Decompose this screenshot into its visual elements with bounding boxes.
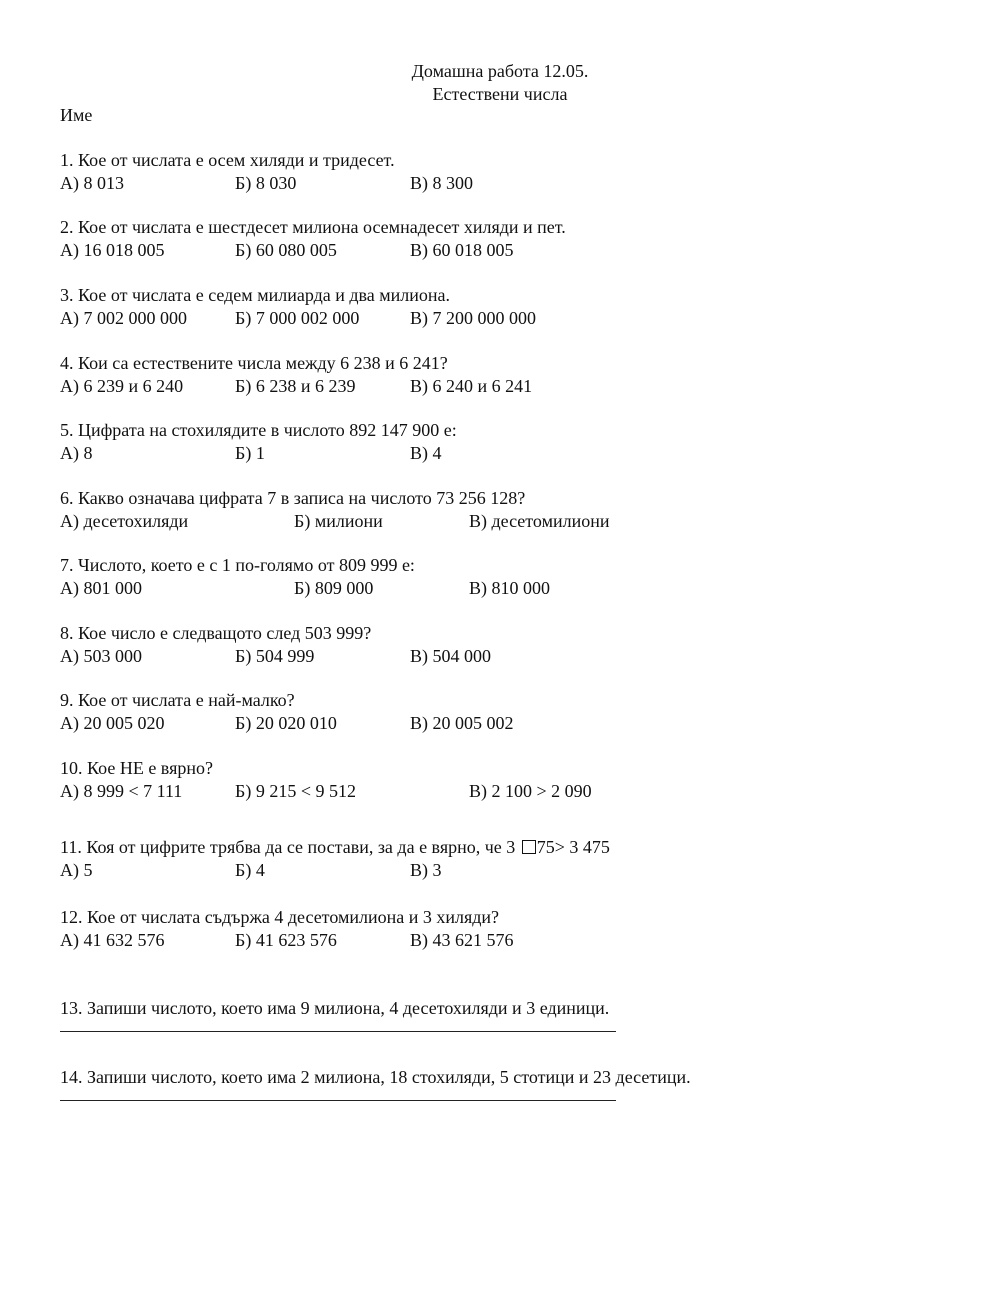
option-b[interactable]: Б) 8 030 (235, 173, 297, 193)
answer-options (60, 859, 960, 882)
option-a[interactable]: А) 16 018 005 (60, 240, 165, 260)
worksheet-title: Домашна работа 12.05. (411, 61, 589, 81)
option-b[interactable]: Б) 809 000 (294, 578, 374, 598)
option-c[interactable]: В) 60 018 005 (410, 240, 514, 260)
option-b[interactable]: Б) 60 080 005 (235, 240, 337, 260)
option-c[interactable]: В) 2 100 > 2 090 (469, 781, 592, 801)
question-text: 1. Кое от числата е осем хиляди и тридесет. (60, 150, 395, 170)
option-b[interactable]: Б) 504 999 (235, 646, 315, 666)
question-13 (60, 997, 960, 1032)
answer-options (60, 172, 960, 195)
question-14 (60, 1066, 960, 1101)
question-text: 7. Числото, което е с 1 по-голямо от 809 999 е: (60, 555, 415, 575)
option-a[interactable]: А) 8 (60, 443, 93, 463)
option-a[interactable]: А) 503 000 (60, 646, 142, 666)
option-a[interactable]: А) 801 000 (60, 578, 142, 598)
answer-options (60, 307, 960, 330)
question-text: 2. Кое от числата е шестдесет милиона осемнадесет хиляди и пет. (60, 217, 566, 237)
answer-options (60, 577, 960, 600)
option-a[interactable]: А) 8 999 < 7 111 (60, 781, 183, 801)
question-text (60, 836, 960, 859)
question-text: 9. Кое от числата е най-малко? (60, 690, 295, 710)
option-c[interactable]: В) 4 (410, 443, 442, 463)
option-a[interactable]: А) 20 005 020 (60, 713, 165, 733)
option-a[interactable]: А) 6 239 и 6 240 (60, 376, 184, 396)
question-4 (60, 352, 960, 398)
option-b[interactable]: Б) 9 215 < 9 512 (235, 781, 356, 801)
answer-options (60, 712, 960, 735)
question-1 (60, 149, 960, 195)
option-c[interactable]: В) 43 621 576 (410, 930, 514, 950)
question-text: 10. Кое НЕ е вярно? (60, 758, 213, 778)
question-text: 13. Запиши числото, което има 9 милиона, 4 десетохиляди и 3 единици. (60, 998, 610, 1018)
answer-options (60, 239, 960, 262)
question-text: 4. Кои са естествените числа между 6 238 и 6 241? (60, 353, 448, 373)
option-c[interactable]: В) 810 000 (469, 578, 550, 598)
question-text: 14. Запиши числото, което има 2 милиона, 18 стохиляди, 5 стотици и 23 десетици. (60, 1067, 691, 1087)
question-text: 12. Кое от числата съдържа 4 десетомилиона и 3 хиляди? (60, 907, 500, 927)
option-a[interactable]: А) 8 013 (60, 173, 124, 193)
question-text: 3. Кое от числата е седем милиарда и два милиона. (60, 285, 451, 305)
question-2 (60, 216, 960, 262)
option-c[interactable]: В) 6 240 и 6 241 (410, 376, 533, 396)
question-5 (60, 419, 960, 465)
question-text: 6. Какво означава цифрата 7 в записа на числото 73 256 128? (60, 488, 526, 508)
answer-options (60, 375, 960, 398)
option-c[interactable]: В) 3 (410, 860, 442, 880)
option-a[interactable]: А) 5 (60, 860, 93, 880)
option-b[interactable]: Б) милиони (294, 511, 383, 531)
option-b[interactable]: Б) 20 020 010 (235, 713, 337, 733)
option-c[interactable]: В) 504 000 (410, 646, 491, 666)
question-7 (60, 554, 960, 600)
option-c[interactable]: В) 7 200 000 000 (410, 308, 536, 328)
question-11 (60, 836, 960, 882)
question-text: 8. Кое число е следващото след 503 999? (60, 623, 372, 643)
answer-options (60, 510, 960, 533)
question-10 (60, 757, 960, 803)
answer-line[interactable] (60, 1090, 616, 1101)
worksheet-subtitle: Естествени числа (432, 84, 568, 104)
option-b[interactable]: Б) 6 238 и 6 239 (235, 376, 356, 396)
question-text-start: 11. Коя от цифрите трябва да се постави, за да е вярно, че 3 (60, 837, 520, 857)
option-c[interactable]: В) 8 300 (410, 173, 473, 193)
answer-line[interactable] (60, 1021, 616, 1032)
question-text-end: 75> 3 475 (536, 837, 610, 857)
option-a[interactable]: А) десетохиляди (60, 511, 189, 531)
name-label: Име (60, 105, 93, 125)
option-b[interactable]: Б) 7 000 002 000 (235, 308, 360, 328)
question-9 (60, 689, 960, 735)
option-a[interactable]: А) 7 002 000 000 (60, 308, 187, 328)
option-b[interactable]: Б) 41 623 576 (235, 930, 337, 950)
option-b[interactable]: Б) 1 (235, 443, 265, 463)
option-b[interactable]: Б) 4 (235, 860, 265, 880)
question-3 (60, 284, 960, 330)
empty-box-icon (522, 840, 536, 854)
answer-options (60, 442, 960, 465)
answer-options (60, 645, 960, 668)
option-c[interactable]: В) 20 005 002 (410, 713, 514, 733)
question-text: 5. Цифрата на стохилядите в числото 892 147 900 е: (60, 420, 457, 440)
answer-options (60, 929, 960, 952)
answer-options (60, 780, 960, 803)
question-6 (60, 487, 960, 533)
option-c[interactable]: В) десетомилиони (469, 511, 610, 531)
question-12 (60, 906, 960, 952)
option-a[interactable]: А) 41 632 576 (60, 930, 165, 950)
question-8 (60, 622, 960, 668)
